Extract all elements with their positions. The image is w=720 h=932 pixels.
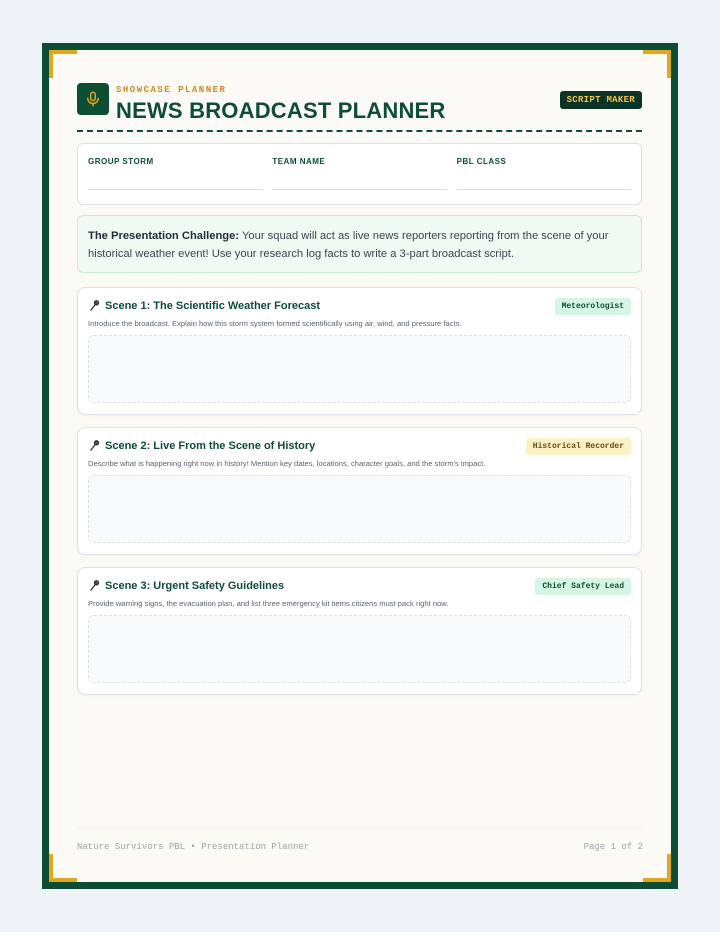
page-number: Page 1 of 2 xyxy=(583,842,643,852)
field-label: TEAM NAME xyxy=(272,157,326,166)
scene-answer-area[interactable] xyxy=(88,615,631,683)
challenge-text: Your squad will act as live news reporters reporting from the scene of your historical weather event! Use your research log facts to write a 3-part broadcast script. xyxy=(88,230,609,260)
pbl-class-field xyxy=(457,144,631,204)
script-maker-badge: SCRIPT MAKER xyxy=(560,91,642,109)
pbl-class-input[interactable] xyxy=(457,189,631,190)
footer-divider xyxy=(77,828,642,829)
scene-description: Describe what is happening right now in history! Mention key dates, locations, character goals, and the storm's impact. xyxy=(88,459,486,468)
group-storm-input[interactable] xyxy=(88,189,262,190)
header-kicker: SHOWCASE PLANNER xyxy=(116,85,227,95)
role-badge: Historical Recorder xyxy=(526,438,631,455)
scene-title: Scene 1: The Scientific Weather Forecast xyxy=(105,300,320,312)
team-name-field xyxy=(272,144,446,204)
scene-title: Scene 3: Urgent Safety Guidelines xyxy=(105,580,285,592)
role-badge: Chief Safety Lead xyxy=(535,578,631,595)
dashed-divider xyxy=(77,130,642,132)
corner-accent xyxy=(643,50,671,78)
microphone-icon xyxy=(88,439,102,453)
challenge-lead: The Presentation Challenge: xyxy=(88,230,240,242)
corner-accent xyxy=(643,854,671,882)
challenge-box xyxy=(77,215,642,273)
scene-card-2 xyxy=(77,427,642,555)
info-fields xyxy=(77,143,642,205)
corner-accent xyxy=(49,50,77,78)
scene-heading xyxy=(88,579,284,593)
microphone-icon xyxy=(88,299,102,313)
field-label: PBL CLASS xyxy=(456,157,507,166)
footer-left: Nature Survivors PBL • Presentation Planner xyxy=(77,842,310,852)
microphone-icon xyxy=(88,579,102,593)
page-frame xyxy=(42,43,678,889)
scene-card-3 xyxy=(77,567,642,695)
microphone-icon xyxy=(77,83,109,115)
scene-description: Provide warning signs, the evacuation plan, and list three emergency kit items citizens must pack right now. xyxy=(88,599,449,608)
scene-heading xyxy=(88,439,315,453)
scene-heading xyxy=(88,299,320,313)
group-storm-field xyxy=(88,144,262,204)
corner-accent xyxy=(49,854,77,882)
team-name-input[interactable] xyxy=(272,189,446,190)
field-label: GROUP STORM xyxy=(88,157,154,166)
scene-answer-area[interactable] xyxy=(88,335,631,403)
scene-answer-area[interactable] xyxy=(88,475,631,543)
worksheet-page xyxy=(49,50,671,882)
role-badge: Meteorologist xyxy=(555,298,631,315)
scene-card-1 xyxy=(77,287,642,415)
scene-title: Scene 2: Live From the Scene of History xyxy=(105,440,316,452)
scene-description: Introduce the broadcast. Explain how this storm system formed scientifically using air, wind, and pressure facts. xyxy=(88,319,462,328)
page-title: NEWS BROADCAST PLANNER xyxy=(116,98,446,123)
